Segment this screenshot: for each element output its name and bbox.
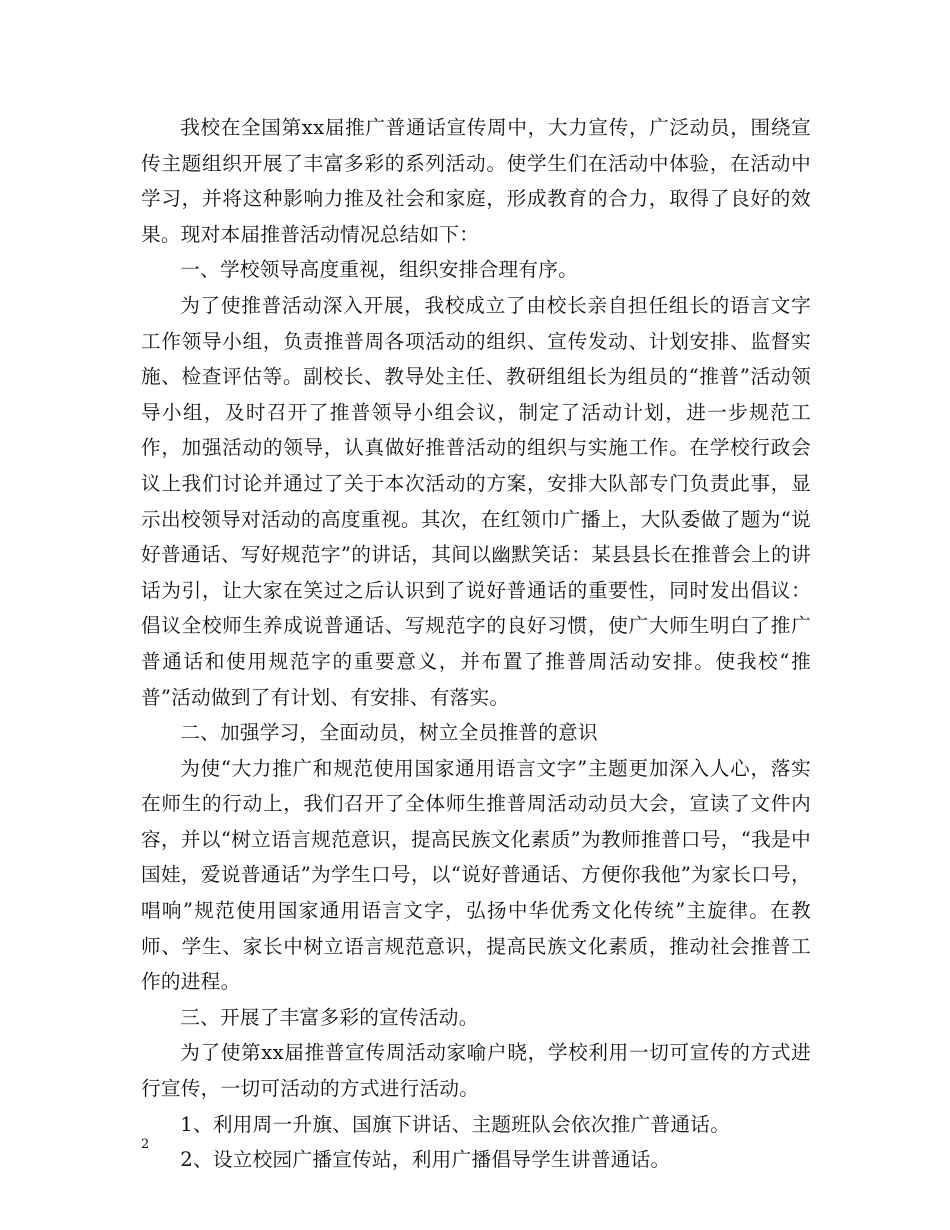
section-1-paragraph: 为了使推普活动深入开展，我校成立了由校长亲自担任组长的语言文字工作领导小组，负责推普周各项活动的组织、宣传发动、计划安排、监督实施、检查评估等。副校长、教导处主任、教研组组长为组员的“推普”活动领导小组，及时召开了推普领导小组会议，制定了活动计划，进一步规范工作，加强活动的领导，认真做好推普活动的组织与实施工作。在学校行政会议上我们讨论并通过了关于本次活动的方案，安排大队部专门负责此事，显示出校领导对活动的高度重视。其次，在红领巾广播上，大队委做了题为“说好普通话、写好规范字”的讲话，其间以幽默笑话：某县县长在推普会上的讲话为引，让大家在笑过之后认识到了说好普通话的重要性，同时发出倡议：倡议全校师生养成说普通话、写规范字的良好习惯，使广大师生明白了推广普通话和使用规范字的重要意义，并布置了推普周活动安排。使我校“推普”活动做到了有计划、有安排、有落实。 <box>141 293 811 709</box>
section-heading-1: 一、学校领导高度重视，组织安排合理有序。 <box>180 258 579 282</box>
list-item-1: 1、利用周一升旗、国旗下讲话、主题班队会依次推广普通话。 <box>180 1112 731 1136</box>
page-number: 2 <box>141 1137 150 1152</box>
list-item-2: 2、设立校园广播宣传站，利用广播倡导学生讲普通话。 <box>180 1148 671 1172</box>
section-2-paragraph: 为使“大力推广和规范使用国家通用语言文字”主题更加深入人心，落实在师生的行动上，我们召开了全体师生推普周活动动员大会，宣读了文件内容，并以“树立语言规范意识，提高民族文化素质”为教师推普口号，“我是中国娃，爱说普通话”为学生口号，以“说好普通话、方便你我他”为家长口号，唱响”规范使用国家通用语言文字，弘扬中华优秀文化传统”主旋律。在教师、学生、家长中树立语言规范意识，提高民族文化素质，推动社会推普工作的进程。 <box>141 756 811 994</box>
section-3-paragraph: 为了使第xx届推普宣传周活动家喻户晓，学校利用一切可宣传的方式进行宣传，一切可活动的方式进行活动。 <box>141 1041 811 1101</box>
document-body <box>141 110 811 1178</box>
intro-paragraph: 我校在全国第xx届推广普通话宣传周中，大力宣传，广泛动员，围绕宣传主题组织开展了丰富多彩的系列活动。使学生们在活动中体验，在活动中学习，并将这种影响力推及社会和家庭，形成教育的合力，取得了良好的效果。现对本届推普活动情况总结如下： <box>141 116 811 246</box>
section-heading-2: 二、加强学习，全面动员，树立全员推普的意识 <box>180 721 598 745</box>
section-heading-3: 三、开展了丰富多彩的宣传活动。 <box>180 1005 479 1029</box>
